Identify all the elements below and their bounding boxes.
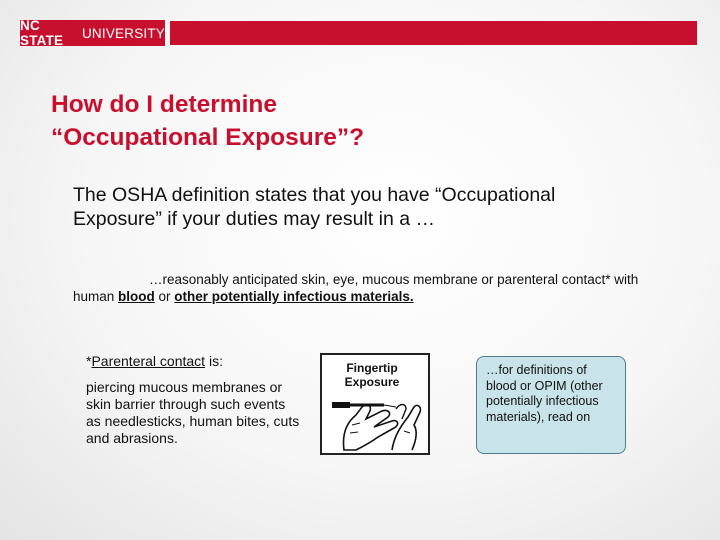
logo-regular-text: UNIVERSITY (81, 25, 165, 41)
parenteral-note (86, 353, 301, 456)
lead-line-2: Exposure” if your duties may result in a … (73, 208, 435, 230)
note-asterisk: * (86, 353, 92, 369)
note-is: is: (205, 353, 223, 369)
ncsu-logo (20, 20, 165, 46)
quote-text: …reasonably anticipated skin, eye, mucous membrane or parenteral contact* with human (73, 272, 639, 304)
osha-quote (73, 271, 683, 305)
hand-needlestick-icon (322, 355, 428, 453)
lead-paragraph (73, 183, 713, 231)
note-definition: piercing mucous membranes or skin barrier through such events as needlesticks, human bites, cuts and abrasions. (86, 379, 300, 446)
title-line-1: How do I determine (51, 91, 277, 118)
quote-opim: other potentially infectious materials. (174, 289, 414, 304)
caption-line-1: Fingertip (346, 361, 398, 375)
fingertip-exposure-illustration (320, 353, 430, 455)
callout-text: …for definitions of blood or OPIM (other potentially infectious materials), read on (486, 363, 603, 424)
lead-line-1: The OSHA definition states that you have “Occupational (73, 184, 556, 206)
title-line-2: “Occupational Exposure”? (51, 124, 365, 151)
logo-bold-text: NC STATE (20, 18, 64, 48)
note-term: Parenteral contact (91, 353, 206, 369)
quote-or: or (154, 289, 175, 304)
quote-blood: blood (118, 289, 155, 304)
caption-line-2: Exposure (344, 375, 400, 389)
note-heading (86, 353, 301, 370)
read-on-callout (476, 356, 626, 454)
header (0, 20, 720, 46)
slide-title (51, 88, 691, 154)
header-bar (170, 21, 697, 45)
